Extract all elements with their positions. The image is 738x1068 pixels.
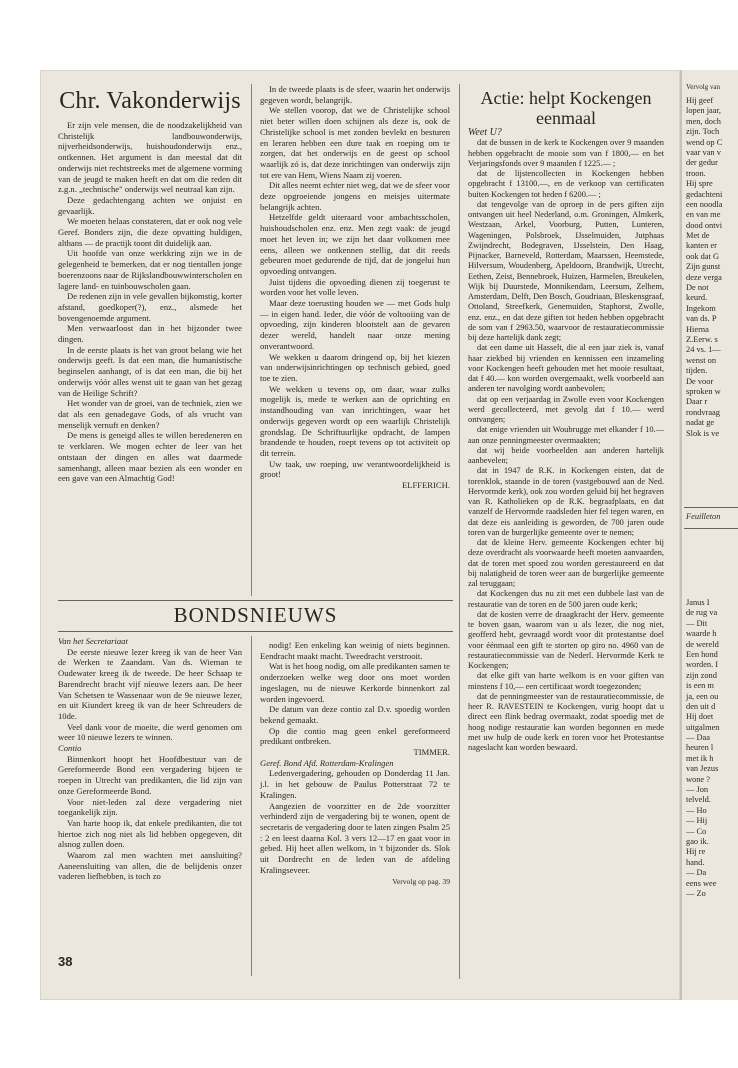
fragment-line: Hij doet xyxy=(686,712,714,722)
paragraph: dat de lijstencollecten in Kockengen hebben opgebracht f 13100.—, en de verkoop van certificaten buiten Kockengen tot heden f 6200.— ; xyxy=(468,169,664,199)
article-body-1 xyxy=(58,120,242,484)
paragraph: nodig! Een enkeling kan weinig of niets beginnen. Eendracht maakt macht. Tweedracht verstrooit. xyxy=(260,640,450,661)
article-col-2 xyxy=(260,84,450,491)
fragment-line: zijn zond xyxy=(686,670,717,680)
fragment-header: Vervolg van xyxy=(686,83,721,91)
paragraph: We wekken u daarom dringend op, bij het kiezen van onderwijsinrichtingen op technisch gebied, goed toe te zien. xyxy=(260,351,450,383)
fragment-line: — Jon xyxy=(686,785,709,795)
paragraph: Uit hoofde van onze werkkring zijn we in de gelegenheid te bemerken, dat er nog tientallen jonge boerenzoons naar de Rijkslandbouwwinterscholen en lagere land- en tuinbouwscholen gaan. xyxy=(58,248,242,291)
fragment-line: van ds. P xyxy=(686,314,717,324)
fragment-line: 24 vs. 1— xyxy=(686,345,721,355)
article-signature: ELFFERICH. xyxy=(402,480,450,491)
fragment-line: Een hond xyxy=(686,649,718,659)
fragment-line: rondvraag xyxy=(686,407,720,417)
fragment-line: De not xyxy=(686,283,709,293)
paragraph: dat op een verjaardag in Zwolle even voor Kockengen werd gecollecteerd, met gevolg dat f 10.— werd ontvangen; xyxy=(468,394,664,424)
paragraph: dat elke gift van harte welkom is en voor giften van minstens f 10,— een certificaat wordt toegezonden; xyxy=(468,671,664,691)
fragment-line: Z.Eerw. s xyxy=(686,334,718,344)
paragraph: dat Kockengen dus nu zit met een dubbele last van de restauratie van de toren en de 500 jaren oude kerk; xyxy=(468,589,664,609)
kralingen-label: Geref. Bond Afd. Rotterdam-Kralingen xyxy=(260,757,394,768)
fragment-line: Janus I xyxy=(686,598,710,607)
paragraph: Maar deze toerusting houden we — met Gods hulp — in eigen hand. Ieder, die vóór de voltooiing van de opvoeding, zijn kinderen blootstelt aan de gevaren dezer wereld, handelt naar onze mening onverantwoord. xyxy=(260,298,450,351)
fragment-line: worden. I xyxy=(686,660,719,670)
paragraph: Men verwaarloost dan in het bijzonder twee dingen. xyxy=(58,323,242,345)
fragment-line: een noodla xyxy=(686,199,723,209)
timmer-signature: TIMMER. xyxy=(413,747,450,758)
fragment-line: kanten er xyxy=(686,241,717,251)
paragraph: dat de kleine Herv. gemeente Kockengen echter bij deze overdracht als voorwaarde heeft moeten aanvaarden, dat de toren met spoed zou worden gerestaureerd en dat bij nalatigheid de toren weer aan de burgerlijke gemeente zal teruggaan; xyxy=(468,538,664,588)
magazine-page xyxy=(40,70,680,1000)
paragraph: In de eerste plaats is het van groot belang wie het onderwijs geeft. Is dat een man, die humanistische beginselen aanhangt, of is dat een man, die bij het onderwijs vóór alles wenst uit te gaan van het gezag van de Heilige Schrift? xyxy=(58,344,242,398)
paragraph: Er zijn vele mensen, die de noodzakelijkheid van Christelijk landbouwonderwijs, nijverheidsonderwijs, huishoudonderwijs enz., ontkennen. Het argument is dan meestal dat dit onderwijs niet rechtstreeks met de algemene vorming van de jeugd te maken heeft en dat om die reden dit z.g.n. „technische" onderwijs wel neutraal kan zijn. xyxy=(58,120,242,195)
paragraph: We stellen voorop, dat we de Christelijke school niet beter willen doen schijnen als deze is, ook de Christelijke school is met zonden bevlekt en besturen en leraren hebben een dure taak en roeping om te zorgen, dat het onderwijs en de geest op school waarlijk zó is, dat deze inrichtingen van onderwijs zijn tot ere van Hem, Wiens Naam zij voeren. xyxy=(260,105,450,180)
bondsnieuws-col-1 xyxy=(58,636,242,882)
fragment-line: tijden. xyxy=(686,366,708,376)
paragraph: De eerste nieuwe lezer kreeg ik van de heer Van de Werken te Zaandam. Van ds. Wieman te Oudewater kreeg ik de tweede. De heer Schaap te Barendrecht bracht vijf nieuwe lezers aan. De heer Van Schetsen te Wassenaar won de 9e nieuwe lezer, en uit Kiundert kreeg ik van de heer Schreuders de 10de. xyxy=(58,646,242,721)
article-title: Chr. Vakonderwijs xyxy=(59,88,241,114)
section-rule xyxy=(58,631,453,632)
fragment-line: Hij geef xyxy=(686,96,714,105)
paragraph: dat enige vrienden uit Woubrugge met elkander f 10.— aan onze penningmeester overmaakten; xyxy=(468,425,664,445)
column-divider xyxy=(251,84,252,596)
paragraph: Op die contio mag geen enkel gereformeerd predikant ontbreken. xyxy=(260,725,450,747)
fragment-line: deze verga xyxy=(686,272,722,282)
fragment-line: — Ho xyxy=(686,805,707,815)
fragment-line: uitgalmen xyxy=(686,722,720,732)
fragment-line: den uit d xyxy=(686,701,716,711)
fragment-line: Ingekom xyxy=(686,303,716,313)
continued-note: Vervolg op pag. 39 xyxy=(392,877,450,887)
fragment-rule xyxy=(684,528,738,529)
fragment-rule xyxy=(684,507,738,508)
column-divider xyxy=(459,84,460,979)
fragment-line: heuren l xyxy=(686,743,714,753)
page-number: 38 xyxy=(58,954,73,969)
fragment-line: eens wee xyxy=(686,878,717,888)
paragraph: Uw taak, uw roeping, uw verantwoordelijkheid is groot! xyxy=(260,458,450,480)
actie-col xyxy=(468,88,664,753)
fragment-line: gao ik. xyxy=(686,836,709,846)
fragment-line: van Jezus xyxy=(686,764,719,774)
fragment-line: dood ontvi xyxy=(686,220,723,230)
paragraph: dat de bussen in de kerk te Kockengen over 9 maanden hebben opgebracht de mooie som van f 1800,— en het Verjaringsfonds over 9 maanden f 1225.— ; xyxy=(468,138,664,168)
paragraph: We moeten helaas constateren, dat er ook nog vele Geref. Bonders zijn, die deze opvatting huldigen, althans — de practijk toont dit duidelijk aan. xyxy=(58,216,242,248)
paragraph: Binnenkort hoopt het Hoofdbestuur van de Gereformeerde Bond een vergadering bijeen te roepen in Utrecht van predikanten, die lid zijn van onze Gereformeerde Bond. xyxy=(58,753,242,796)
paragraph: We wekken u tevens op, om daar, waar zulks mogelijk is, mede te werken aan de oprichting en instandhouding van van inrichtingen, waar het onderwijs gegeven wordt op een waarlijk Christelijk grondslag. De Schriftuurlijke opdracht, de lampen brandende te houden, roept tevens op tot activiteit op dit terrein. xyxy=(260,383,450,458)
fragment-line: Met de xyxy=(686,231,710,241)
fragment-line: vaar van v xyxy=(686,147,721,157)
fragment-line: troon. xyxy=(686,168,706,178)
fragment-line: met ik h xyxy=(686,753,714,763)
fragment-line: Hij spre xyxy=(686,179,713,189)
fragment-line: is een m xyxy=(686,681,714,691)
fragment-mid-label: Feuilleton xyxy=(686,512,721,521)
fragment-line: De voor xyxy=(686,376,714,386)
fragment-line: wone ? xyxy=(686,774,710,784)
fragment-line: — Daa xyxy=(686,733,710,743)
fragment-line: wenst on xyxy=(686,355,717,365)
paragraph: De redenen zijn in vele gevallen bijkomstig, korter afstand, goedkoper(?), enz., alsmede het bovengenoemde argument. xyxy=(58,291,242,323)
paragraph: De datum van deze contio zal D.v. spoedig worden bekend gemaakt. xyxy=(260,704,450,725)
paragraph: Veel dank voor de moeite, die werd genomen om weer 10 nieuwe lezers te winnen. xyxy=(58,721,242,743)
fragment-line: Slok is ve xyxy=(686,428,720,438)
bondsnieuws-col-2 xyxy=(260,640,450,888)
fragment-line: — Da xyxy=(686,868,707,878)
fragment-line: Hierna xyxy=(686,324,709,334)
fragment-lines-bottom xyxy=(686,598,720,899)
paragraph: Aangezien de voorzitter en de 2de voorzitter verhinderd zijn de vergadering bij te wonen, opent de secretaris de vergadering door te laten zingen Psalm 25 : 2 en leest daarna Kol. 3 vers 12—17 en gaat voor in gebed. Hij heet allen welkom, in 't bijzonder ds. Slok uit Dordrecht en de leden van de afdeling Kralingseveer. xyxy=(260,800,450,875)
bondsnieuws-body-2 xyxy=(260,640,450,747)
paragraph: dat een dame uit Hasselt, die al een jaar ziek is, vanaf haar ziekbed bij vrienden en kennissen een inzameling voor Kockengen heeft gehouden met het mooie resultaat, dat f 40.— kon worden overgemaakt, welk voorbeeld aan anderen ter navolging wordt aanbevolen; xyxy=(468,343,664,394)
fragment-line: telveld. xyxy=(686,795,711,805)
section-rule xyxy=(58,600,453,601)
fragment-line: en van me xyxy=(686,210,721,220)
paragraph: Dit alles neemt echter niet weg, dat we de sfeer voor deze opgroeiende jongens en meisjes uitermate belangrijk achten. xyxy=(260,180,450,212)
fragment-line: lopen jaar, xyxy=(686,106,722,116)
fragment-line: zijn. Toch xyxy=(686,127,720,137)
paragraph: Ledenvergadering, gehouden op Donderdag 11 Jan. j.l. in het gebouw de Paulus Potterstraat 72 te Kralingen. xyxy=(260,768,450,800)
paragraph: Voor niet-leden zal deze vergadering niet toegankelijk zijn. xyxy=(58,796,242,818)
paragraph: Deze gedachtengang achten we onjuist en gevaarlijk. xyxy=(58,194,242,216)
fragment-line: ja, een ou xyxy=(686,691,719,701)
fragment-line: — Co xyxy=(686,826,707,836)
column-divider xyxy=(251,636,252,976)
paragraph: Hetzelfde geldt uiteraard voor ambachtsscholen, huishoudscholen enz. enz. Men zegt vaak: de jeugd moet het leven in; we zijn het daar volkomen mee eens, alleen we ontkennen stellig, dat dit reeds gebeuren moet gedurende de tijd, dat de jongelui hun opvoeding ontvangen. xyxy=(260,212,450,276)
fragment-line: — Hij xyxy=(686,816,708,826)
contio-body xyxy=(58,754,242,882)
paragraph: De mens is geneigd alles te willen beredeneren en te verklaren. We mogen echter de leer van het ontstaan der dingen en alles wat daarmede samenhangt, alleen maar bezien als een wonder en een gave van een Almachtig God! xyxy=(58,430,242,484)
fragment-line: der gedur xyxy=(686,158,718,168)
fragment-line: keurd. xyxy=(686,293,708,303)
fragment-line: sproken w xyxy=(686,386,721,396)
fragment-line: hand. xyxy=(686,857,705,867)
paragraph: Wat is het hoog nodig, om alle predikanten samen te onderzoeken welke weg door ons moet worden ingeslagen, nu de nieuwe Kerkorde binnenkort zal worden ingevoerd. xyxy=(260,661,450,704)
paragraph: Het wonder van de groei, van de techniek, zien we dat als een genadegave Gods, of als vrucht van menselijk vernuft en denken? xyxy=(58,398,242,430)
article-body-2 xyxy=(260,84,450,480)
secretariaat-body xyxy=(58,647,242,743)
paragraph: Juist tijdens die opvoeding dienen zij toegerust te worden voor het volle leven. xyxy=(260,276,450,298)
fragment-line: Zijn gunst xyxy=(686,262,721,272)
actie-body xyxy=(468,138,664,753)
fragment-line: wend op C xyxy=(686,137,723,147)
paragraph: dat wij beide voorbeelden aan anderen hartelijk aanbevelen; xyxy=(468,445,664,465)
paragraph: dat tengevolge van de oproep in de pers giften zijn ontvangen uit heel Nederland, o.m. Groningen, Almkerk, Westzaan, Arkel, Voorburg, Putten, Lunteren, Wageningen, Polsbroek, IJsselmuiden, Jutphaas Zwijndrecht, Bodegraven, IJsselstein, Den Haag, Pijnacker, Barneveld, Rotterdam, Maarssen, Heemstede, Hilversum, Woudenberg, Apeldoorn, Brandwijk, Utrecht, Eethen, Zeist, Bennebroek, Huizen, Harmelen, Breukelen, Wijk bij Duurstede, Monnikendam, Leersum, Zelhem, Amsterdam, Delft, Den Bosch, Goudriaan, Bleskensgraaf, Ottoland, Streefkerk, Genemuiden, Staphorst, Zwolle, enz. enz., en dat deze giften tot heden hebben opgebracht de som van f 2963.50, waarvoor de restauratiecommissie bij deze hartelijk dank zegt; xyxy=(468,199,664,342)
actie-title: Actie: helpt Kockengen eenmaal xyxy=(480,88,652,128)
kralingen-body xyxy=(260,768,450,875)
fragment-line: de rug va xyxy=(686,608,718,618)
article-col-1 xyxy=(58,88,242,484)
paragraph: dat de penningmeester van de restauratiecommissie, de heer R. RAVESTEIN te Kockengen, vurig hoopt dat u direct een flink bedrag overmaakt, zodat spoedig met de hoog nodige restauratie kan worden begonnen en mede met uw hulp de oude kerk en toren voor het Protestantse nageslacht kan worden bewaard. xyxy=(468,691,664,752)
paragraph: In de tweede plaats is de sfeer, waarin het onderwijs gegeven wordt, belangrijk. xyxy=(260,84,450,105)
paragraph: Van harte hoop ik, dat enkele predikanten, die tot hiertoe zich nog niet als lid hebben opgegeven, dit alsnog zullen doen. xyxy=(58,817,242,850)
next-page-fragment xyxy=(680,70,738,1000)
fragment-line: de wereld xyxy=(686,639,719,649)
actie-subtitle: Weet U? xyxy=(468,127,502,138)
secretariaat-label: Van het Secretariaat xyxy=(58,636,128,646)
paragraph: Waarom zal men wachten met aansluiting? Aaneensluiting van allen, die de belijdenis onzer vaderen liefhebben, is toch zo xyxy=(58,850,242,882)
fragment-lines-top xyxy=(686,96,723,439)
fragment-line: waarde h xyxy=(686,629,717,639)
contio-label: Contio xyxy=(58,743,82,754)
fragment-line: Hij re xyxy=(686,847,706,857)
paragraph: dat de kosten verre de draagkracht der Herv. gemeente te boven gaan, waarom van u als lezer, die nog niet, geofferd hebt, gevraagd wordt voor dit protestantse doel voor éénmaal een gift te storten op giro no. 4960 van de restauratiecommissie van de Nederl. Hervormde Kerk te Kockengen; xyxy=(468,609,664,670)
fragment-line: ook dat G xyxy=(686,251,720,261)
fragment-line: — Dit xyxy=(686,618,708,628)
fragment-line: Daar r xyxy=(686,397,708,407)
bondsnieuws-heading: BONDSNIEUWS xyxy=(173,603,338,627)
fragment-line: gedachteni xyxy=(686,189,723,199)
fragment-line: nadat ge xyxy=(686,418,715,428)
paragraph: dat in 1947 de R.K. in Kockengen eisten, dat de torenklok, staande in de toren (vastgebouwd aan de Ned. Hervormde kerk), ook zou worden geluid bij het begraven van R. Katholieken op de R.K. begraafplaats, en dat vanzelf de Hervormde raadsleden hier fel tegen waren, en dat deze eis aanleiding is geworden, de 700 jaren oude toren van de burgerlijke gemeente over te nemen; xyxy=(468,466,664,537)
fragment-line: — Zo xyxy=(686,888,706,898)
fragment-line: men, doch xyxy=(686,116,721,126)
